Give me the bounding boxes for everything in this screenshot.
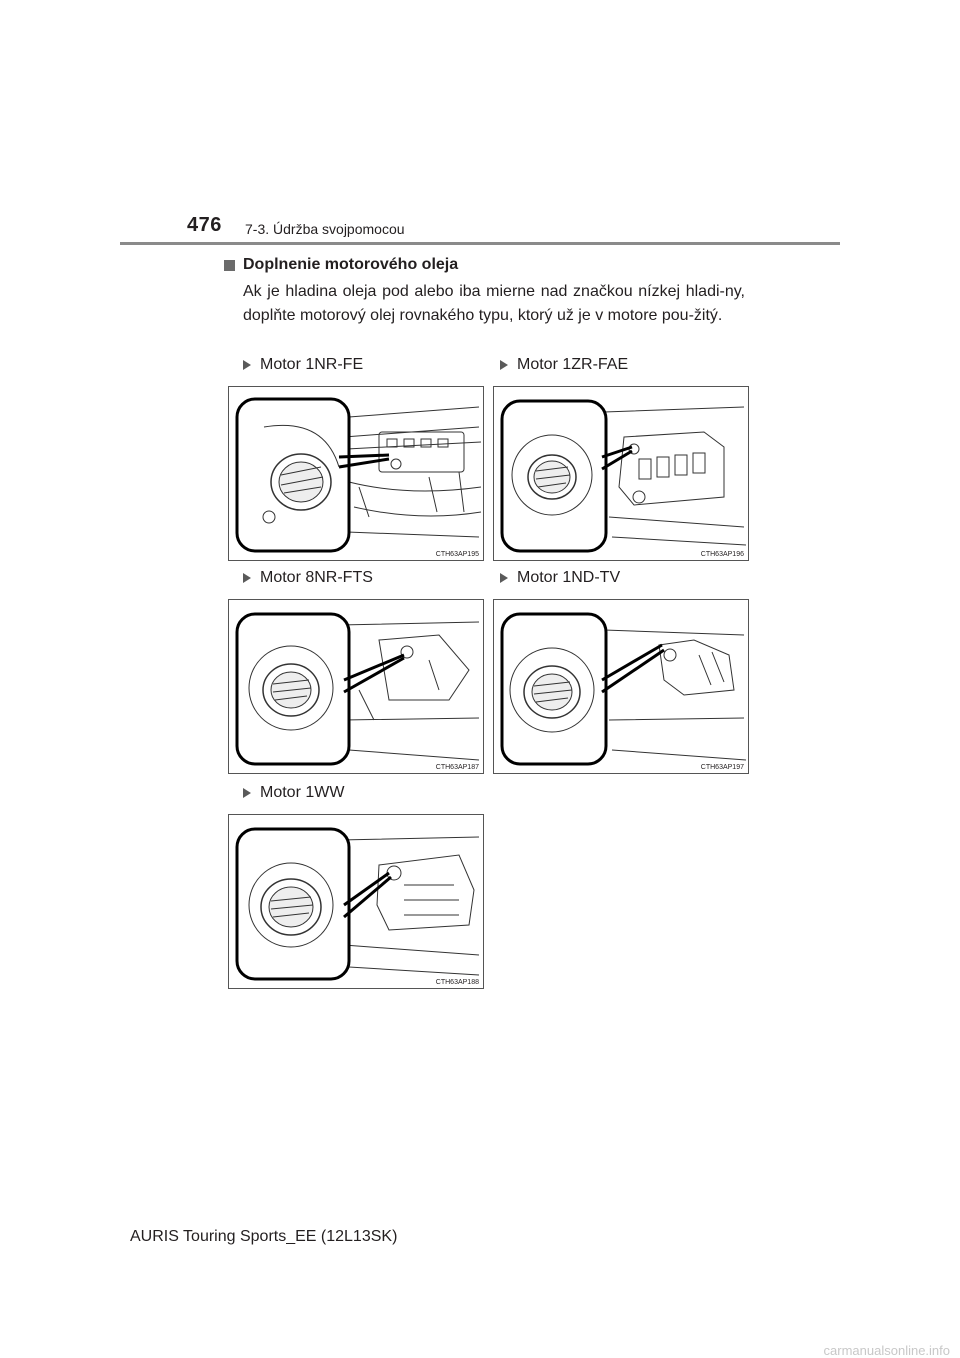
engine-figure-1nd-tv [493, 599, 749, 774]
engine-illustration [229, 600, 484, 774]
heading-text: Doplnenie motorového oleja [243, 256, 459, 273]
body-paragraph: Ak je hladina oleja pod alebo iba mierne nad značkou nízkej hladi-ny, doplňte motorový olej rovnakého typu, ktorý už je v motore pou-žitý. [243, 283, 745, 324]
triangle-bullet-icon [243, 360, 251, 370]
engine-figure-8nr-fts [228, 599, 484, 774]
section-header: 7-3. Údržba svojpomocou [245, 221, 405, 237]
figure-code: CTH63AP187 [435, 764, 479, 771]
engine-figure-1zr-fae [493, 386, 749, 561]
figure-label-text: Motor 1ND-TV [517, 569, 621, 586]
watermark: carmanualsonline.info [823, 1343, 950, 1358]
figure-code: CTH63AP195 [435, 551, 479, 558]
figure-label-text: Motor 8NR-FTS [260, 569, 373, 586]
header-divider [120, 242, 840, 245]
engine-illustration [494, 600, 749, 774]
footer-text: AURIS Touring Sports_EE (12L13SK) [130, 1228, 398, 1245]
triangle-bullet-icon [243, 573, 251, 583]
figure-label-8nr-fts [243, 569, 373, 587]
figure-label-1zr-fae [500, 356, 628, 374]
section-heading [224, 256, 458, 274]
figure-label-text: Motor 1WW [260, 784, 345, 801]
figure-label-text: Motor 1NR-FE [260, 356, 364, 373]
engine-illustration [494, 387, 749, 561]
figure-label-text: Motor 1ZR-FAE [517, 356, 629, 373]
figure-code: CTH63AP188 [435, 979, 479, 986]
figure-label-1ww [243, 784, 344, 802]
page-number: 476 [187, 214, 222, 236]
engine-figure-1ww [228, 814, 484, 989]
engine-illustration [229, 815, 484, 989]
figure-label-1nr-fe [243, 356, 363, 374]
figure-label-1nd-tv [500, 569, 620, 587]
square-bullet-icon [224, 260, 235, 271]
figure-code: CTH63AP196 [700, 551, 744, 558]
triangle-bullet-icon [500, 360, 508, 370]
engine-illustration [229, 387, 484, 561]
triangle-bullet-icon [243, 788, 251, 798]
triangle-bullet-icon [500, 573, 508, 583]
engine-figure-1nr-fe [228, 386, 484, 561]
figure-code: CTH63AP197 [700, 764, 744, 771]
